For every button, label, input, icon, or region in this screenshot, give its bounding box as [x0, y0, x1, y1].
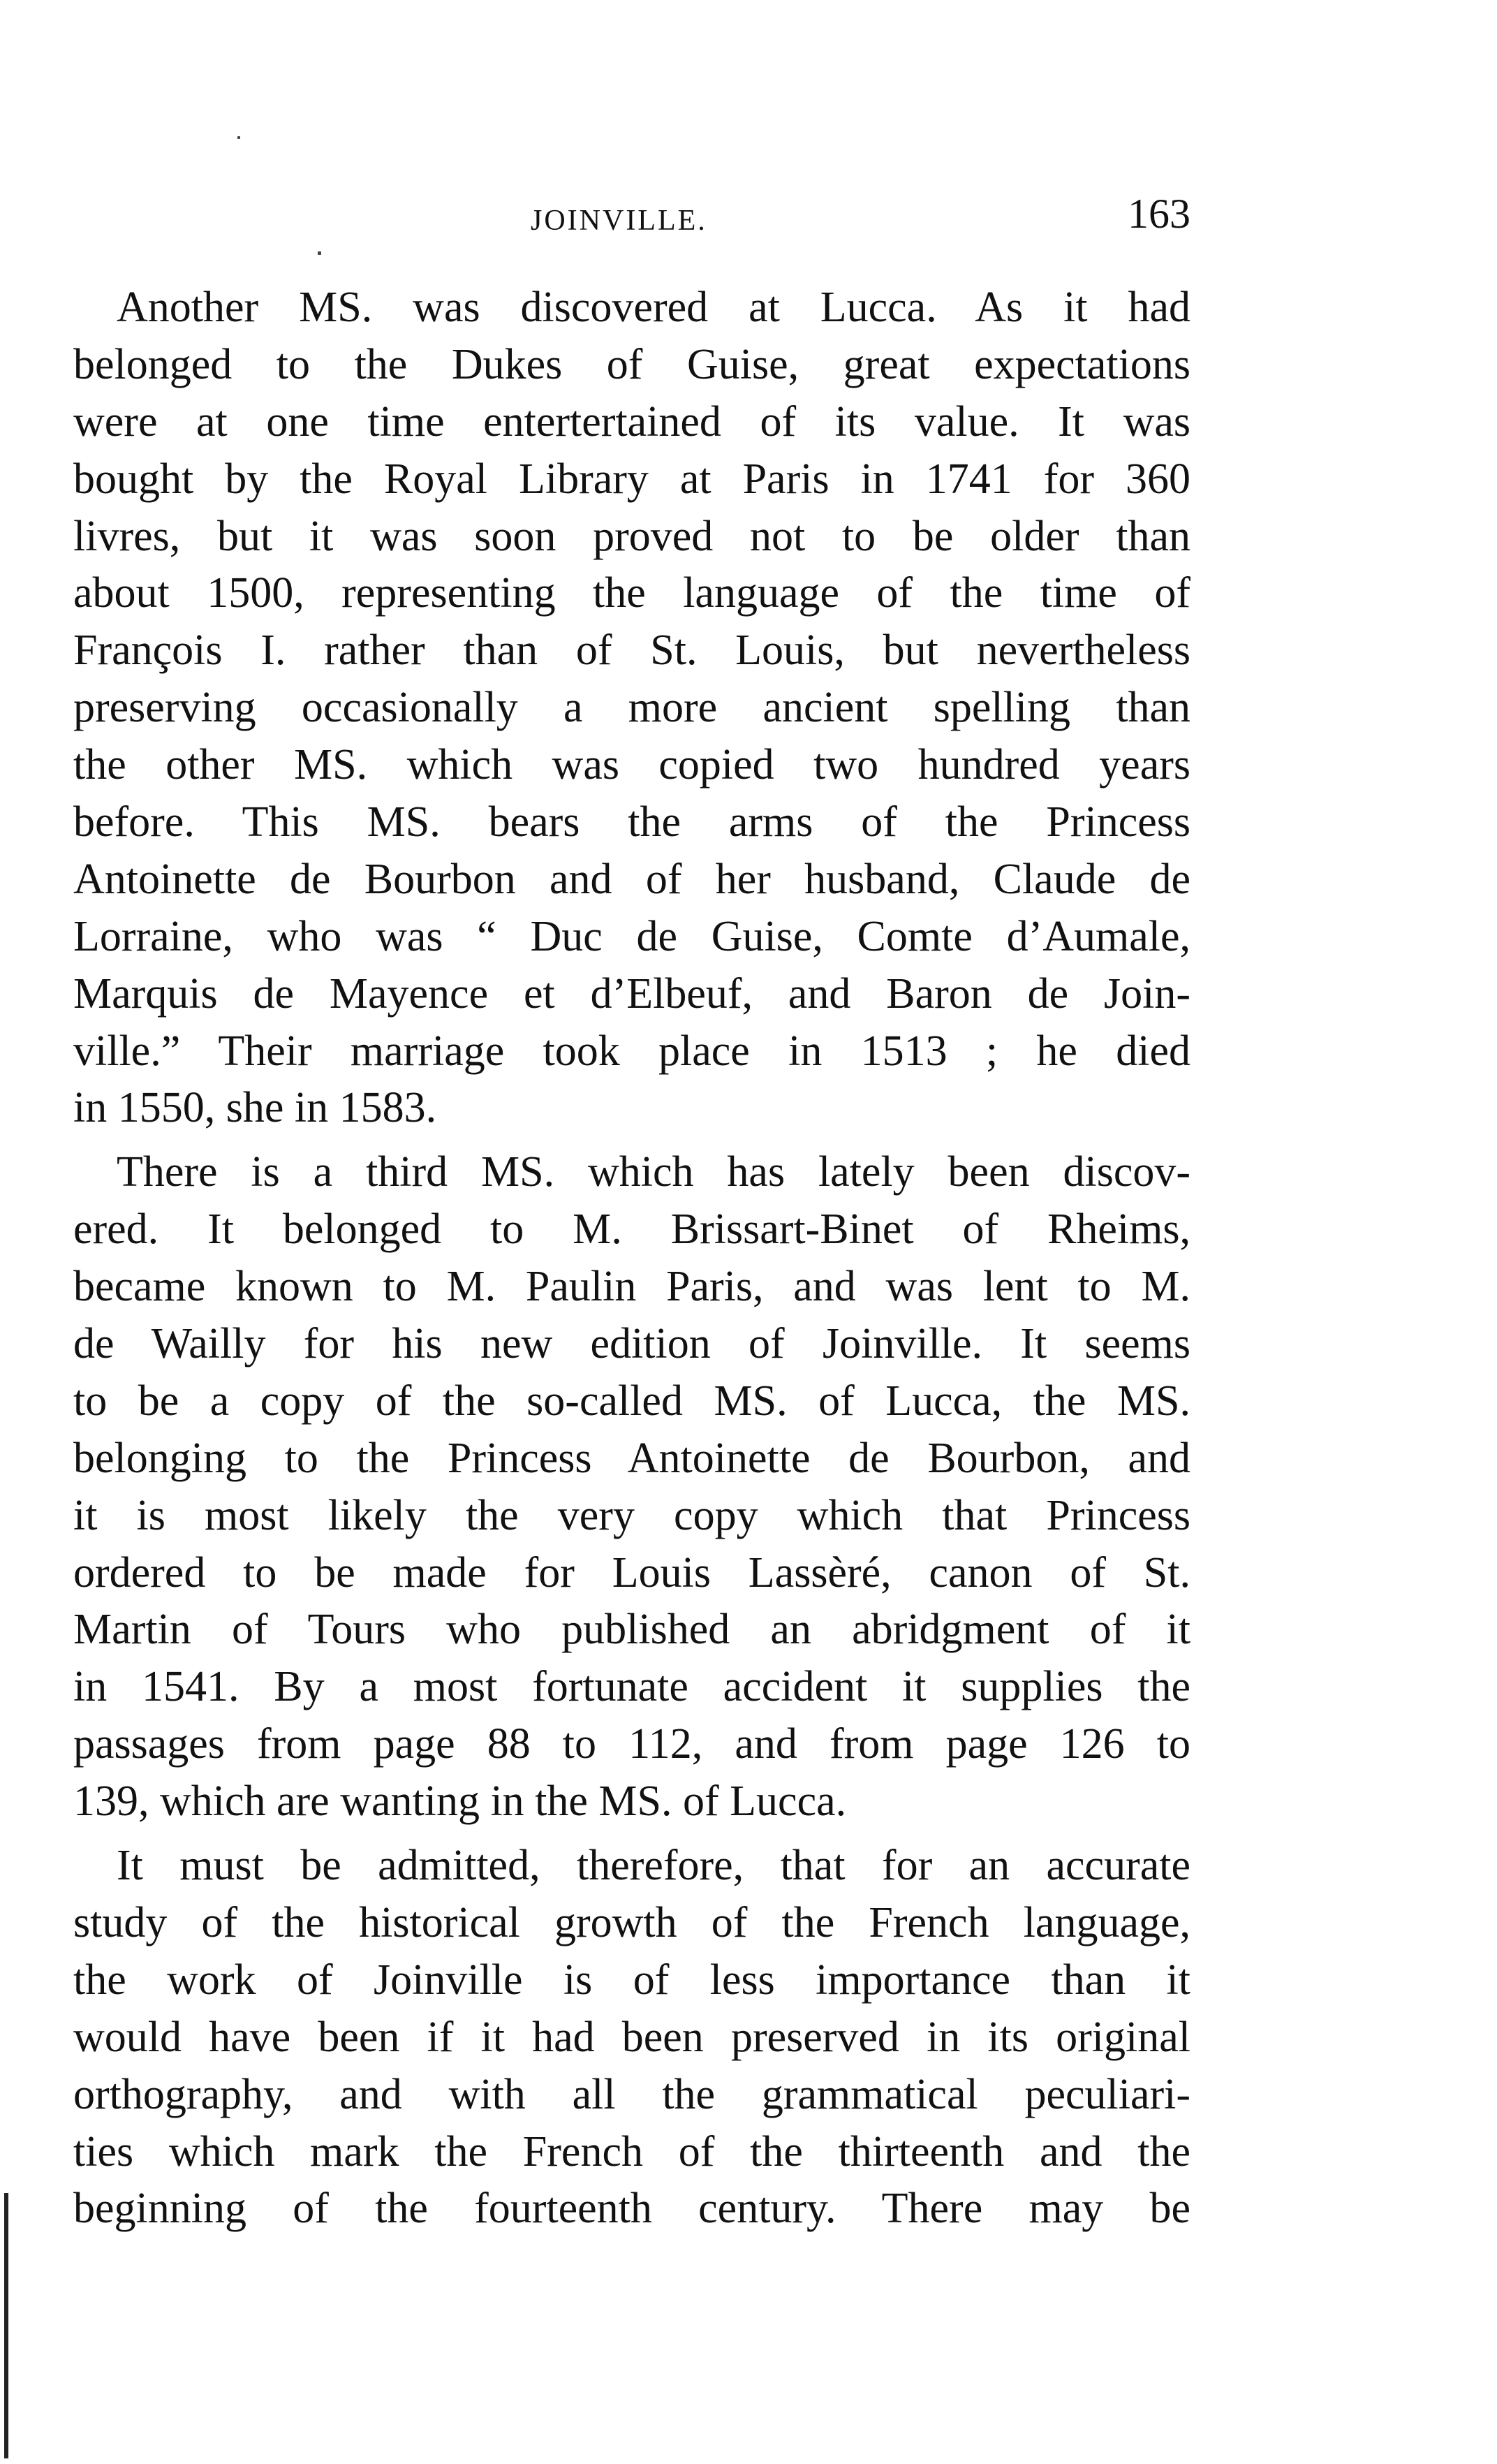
text-line: Lorraine, who was “ Duc de Guise, Comte d’Aumale,: [73, 912, 1190, 960]
text-line: There is a third MS. which has lately been discov-: [73, 1148, 1190, 1196]
text-line: belonged to the Dukes of Guise, great expectations: [73, 340, 1190, 388]
text-line: preserving occasionally a more ancient spelling than: [73, 684, 1190, 732]
text-line: Martin of Tours who published an abridgment of it: [73, 1606, 1190, 1654]
text-line: in 1541. By a most fortunate accident it supplies the: [73, 1663, 1190, 1711]
text-line: bought by the Royal Library at Paris in 1741 for 360: [73, 455, 1190, 503]
text-line: François I. rather than of St. Louis, but nevertheless: [73, 626, 1190, 675]
text-line: were at one time entertertained of its value. It was: [73, 397, 1190, 446]
text-line: to be a copy of the so-called MS. of Lucca, the MS.: [73, 1377, 1190, 1425]
paragraph-gap: [73, 1831, 1190, 1838]
text-line: about 1500, representing the language of the time of: [73, 569, 1190, 617]
text-line: would have been if it had been preserved in its original: [73, 2013, 1190, 2061]
running-head: [73, 190, 1190, 253]
text-line: study of the historical growth of the French language,: [73, 1898, 1190, 1946]
text-line: ville.” Their marriage took place in 1513 ; he died: [73, 1027, 1190, 1075]
page-edge-mark: [4, 2193, 8, 2458]
text-line: became known to M. Paulin Paris, and was lent to M.: [73, 1263, 1190, 1311]
paragraph: [73, 279, 1190, 1137]
text-line: it is most likely the very copy which that Princess: [73, 1491, 1190, 1539]
text-line: 139, which are wanting in the MS. of Lucca.: [73, 1777, 847, 1826]
text-line: belonging to the Princess Antoinette de Bourbon, and: [73, 1434, 1190, 1482]
text-line: Another MS. was discovered at Lucca. As it had: [73, 284, 1190, 331]
text-line: It must be admitted, therefore, that for an accurate: [73, 1842, 1190, 1890]
text-line: ordered to be made for Louis Lassèré, canon of St.: [73, 1548, 1190, 1597]
text-line: before. This MS. bears the arms of the Princess: [73, 798, 1190, 846]
text-line: livres, but it was soon proved not to be older than: [73, 512, 1190, 560]
print-speck: [237, 136, 240, 139]
text-line: ered. It belonged to M. Brissart-Binet of Rheims,: [73, 1205, 1190, 1254]
text-line: in 1550, she in 1583.: [73, 1084, 437, 1132]
paragraph-gap: [73, 1137, 1190, 1144]
text-line: Marquis de Mayence et d’Elbeuf, and Baron de Join-: [73, 969, 1190, 1018]
paragraph: [73, 1144, 1190, 1831]
text-line: orthography, and with all the grammatical peculiari-: [73, 2070, 1190, 2118]
text-line: beginning of the fourteenth century. There may be: [73, 2185, 1190, 2233]
text-line: the other MS. which was copied two hundred years: [73, 741, 1190, 789]
text-line: passages from page 88 to 112, and from page 126 to: [73, 1720, 1190, 1768]
text-line: the work of Joinville is of less importance than it: [73, 1956, 1190, 2004]
text-line: ties which mark the French of the thirteenth and the: [73, 2127, 1190, 2176]
print-speck: [318, 251, 321, 255]
text-line: Antoinette de Bourbon and of her husband, Claude de: [73, 855, 1190, 903]
running-head-title: JOINVILLE.: [531, 205, 707, 237]
text-line: de Wailly for his new edition of Joinville. It seems: [73, 1320, 1190, 1368]
page-number: 163: [1128, 191, 1190, 237]
body-text: [73, 279, 1190, 2238]
paragraph: [73, 1838, 1190, 2238]
